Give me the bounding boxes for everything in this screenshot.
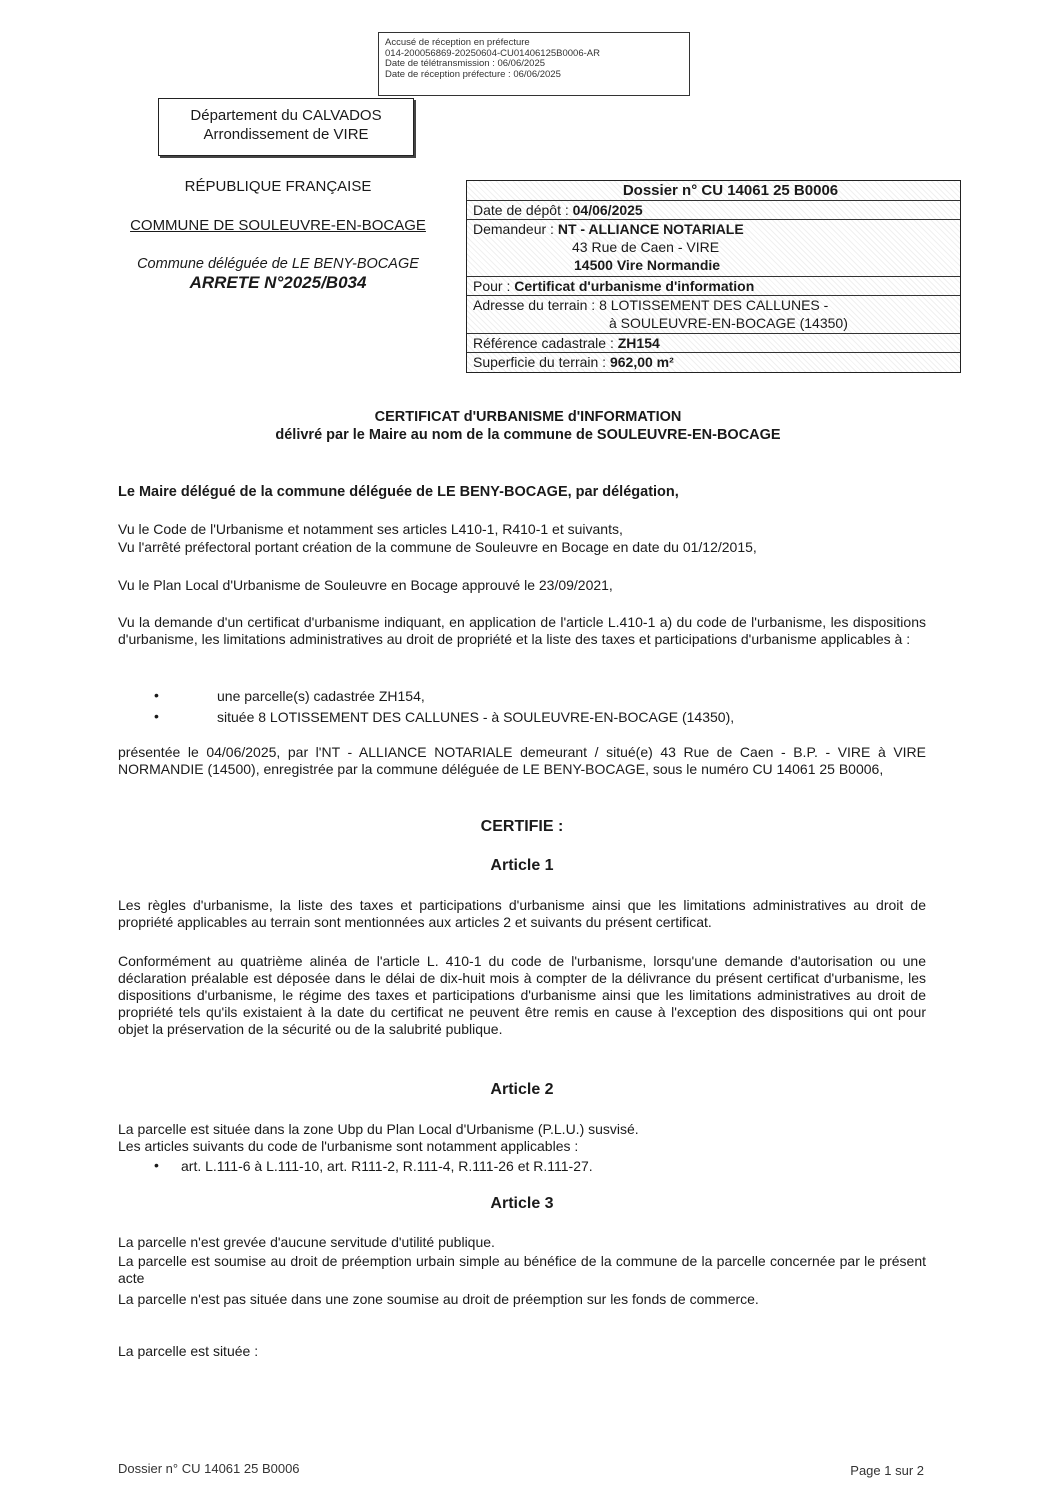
bullet-icon: • [154,687,159,703]
stamp-line: Date de télétransmission : 06/06/2025 [385,58,546,69]
date-label: Date de dépôt : [473,202,573,218]
demandeur-name: NT - ALLIANCE NOTARIALE [557,221,744,237]
dossier-title: Dossier n° CU 14061 25 B0006 [467,181,960,201]
article1-paragraph2: Conformément au quatrième alinéa de l'article L. 410-1 du code de l'urbanisme, lorsqu'une demande d'autorisation ou une déclaration préalable est déposée dans le délai de dix-huit mois à compter de la délivrance du présent certificat d'urbanisme, les dispositions d'urbanisme, le régime des taxes et participations d'urbanisme ainsi que les limitations administratives au droit de propriété tels qu'ils existaient à la date du certificat ne peuvent être remis en cause à l'exception des dispositions qui ont pour objet la préservation de la sécurité ou de la salubrité publique. [118,953,926,1037]
department-box [158,98,414,156]
stamp-line: Date de réception préfecture : 06/06/2025 [385,68,561,80]
pour-value: Certificat d'urbanisme d'information [514,278,755,294]
article2-title: Article 2 [490,1081,554,1098]
pour-label: Pour : [473,278,515,294]
vu-demande: Vu la demande d'un certificat d'urbanisme indiquant, en application de l'article L.410-1 a) du code de l'urbanisme, les dispositions d'urbanisme, les limitations administratives au droit de propriété et la liste des taxes et participations d'urbanisme applicables à : [118,614,926,647]
article3-paragraph2: La parcelle est soumise au droit de préemption urbain simple au bénéfice de la commune de la parcelle concernée par le présent acte [118,1253,926,1286]
article2-paragraph1: La parcelle est située dans la zone Ubp du Plan Local d'Urbanisme (P.L.U.) susvisé. [118,1121,639,1137]
commune-heading: COMMUNE DE SOULEUVRE-EN-BOCAGE [130,217,426,234]
dossier-adresse-row [467,296,960,334]
department-name: Département du CALVADOS [190,107,382,124]
superficie-value: 962,00 m² [609,354,674,370]
date-value: 04/06/2025 [572,202,643,218]
article1-paragraph1: Les règles d'urbanisme, la liste des taxes et participations d'urbanisme ainsi que les limitations administratives au droit de propriété applicables au terrain sont mentionnées aux articles 2 et suivants du présent certificat. [118,897,926,930]
bullet-icon: • [154,708,159,724]
dossier-table [466,180,961,373]
parcelle-situee: La parcelle est située : [118,1343,259,1359]
reference-label: Référence cadastrale : [473,335,618,351]
dossier-pour-row [467,277,960,296]
demandeur-label: Demandeur : [473,221,558,237]
maire-statement: Le Maire délégué de la commune déléguée de LE BENY-BOCAGE, par délégation, [118,484,679,500]
reference-value: ZH154 [617,335,660,351]
arrondissement-name: Arrondissement de VIRE [203,126,369,143]
adresse-label: Adresse du terrain : [473,297,600,313]
bullet-icon: • [154,1157,159,1173]
footer-dossier-number: Dossier n° CU 14061 25 B0006 [118,1461,300,1476]
article2-bullet: art. L.111-6 à L.111-10, art. R111-2, R.111-4, R.111-26 et R.111-27. [181,1158,593,1174]
demandeur-street: 43 Rue de Caen - VIRE [572,239,720,255]
dossier-demandeur-row [467,220,960,277]
article3-title: Article 3 [490,1195,554,1212]
certificate-title-line1: CERTIFICAT d'URBANISME d'INFORMATION [374,409,682,425]
stamp-line: 014-200056869-20250604-CU01406125B0006-AR [385,47,600,59]
bullet-adresse: située 8 LOTISSEMENT DES CALLUNES - à SOULEUVRE-EN-BOCAGE (14350), [217,709,735,725]
demandeur-city: 14500 Vire Normandie [574,257,721,273]
superficie-label: Superficie du terrain : [473,354,610,370]
vu-arrete-prefectoral: Vu l'arrêté préfectoral portant création de la commune de Souleuvre en Bocage en date du 01/12/2015, [118,539,757,555]
certifie-heading: CERTIFIE : [480,818,564,835]
adresse-line1: 8 LOTISSEMENT DES CALLUNES - [599,297,829,313]
certificate-title-line2: délivré par le Maire au nom de la commune de SOULEUVRE-EN-BOCAGE [275,427,781,443]
stamp-line: Accusé de réception en préfecture [385,37,530,48]
footer-page-number: Page 1 sur 2 [850,1463,924,1478]
certificate-title [100,408,956,444]
dossier-date-row [467,201,960,220]
dossier-reference-row [467,334,960,353]
article3-paragraph3: La parcelle n'est pas située dans une zone soumise au droit de préemption sur les fonds de commerce. [118,1291,759,1307]
article3-paragraph1: La parcelle n'est grevée d'aucune servitude d'utilité publique. [118,1234,495,1250]
article1-title: Article 1 [490,857,554,874]
vu-code-urbanisme: Vu le Code de l'Urbanisme et notamment ses articles L410-1, R410-1 et suivants, [118,521,623,537]
vu-plu: Vu le Plan Local d'Urbanisme de Souleuvre en Bocage approuvé le 23/09/2021, [118,577,613,593]
bullet-parcelle: une parcelle(s) cadastrée ZH154, [217,688,425,704]
republique-heading: RÉPUBLIQUE FRANÇAISE [184,178,372,195]
reception-stamp [378,32,690,96]
adresse-line2: à SOULEUVRE-EN-BOCAGE (14350) [609,315,848,331]
presentee-paragraph: présentée le 04/06/2025, par l'NT - ALLIANCE NOTARIALE demeurant / situé(e) 43 Rue de Caen - B.P. - VIRE à VIRE NORMANDIE (14500), enregistrée par la commune déléguée de LE BENY-BOCAGE, sous le numéro CU 14061 25 B0006, [118,744,926,777]
commune-deleguee: Commune déléguée de LE BENY-BOCAGE [137,256,419,272]
arrete-number: ARRETE N°2025/B034 [189,273,367,292]
dossier-superficie-row [467,353,960,372]
article2-paragraph2: Les articles suivants du code de l'urbanisme sont notamment applicables : [118,1138,579,1154]
